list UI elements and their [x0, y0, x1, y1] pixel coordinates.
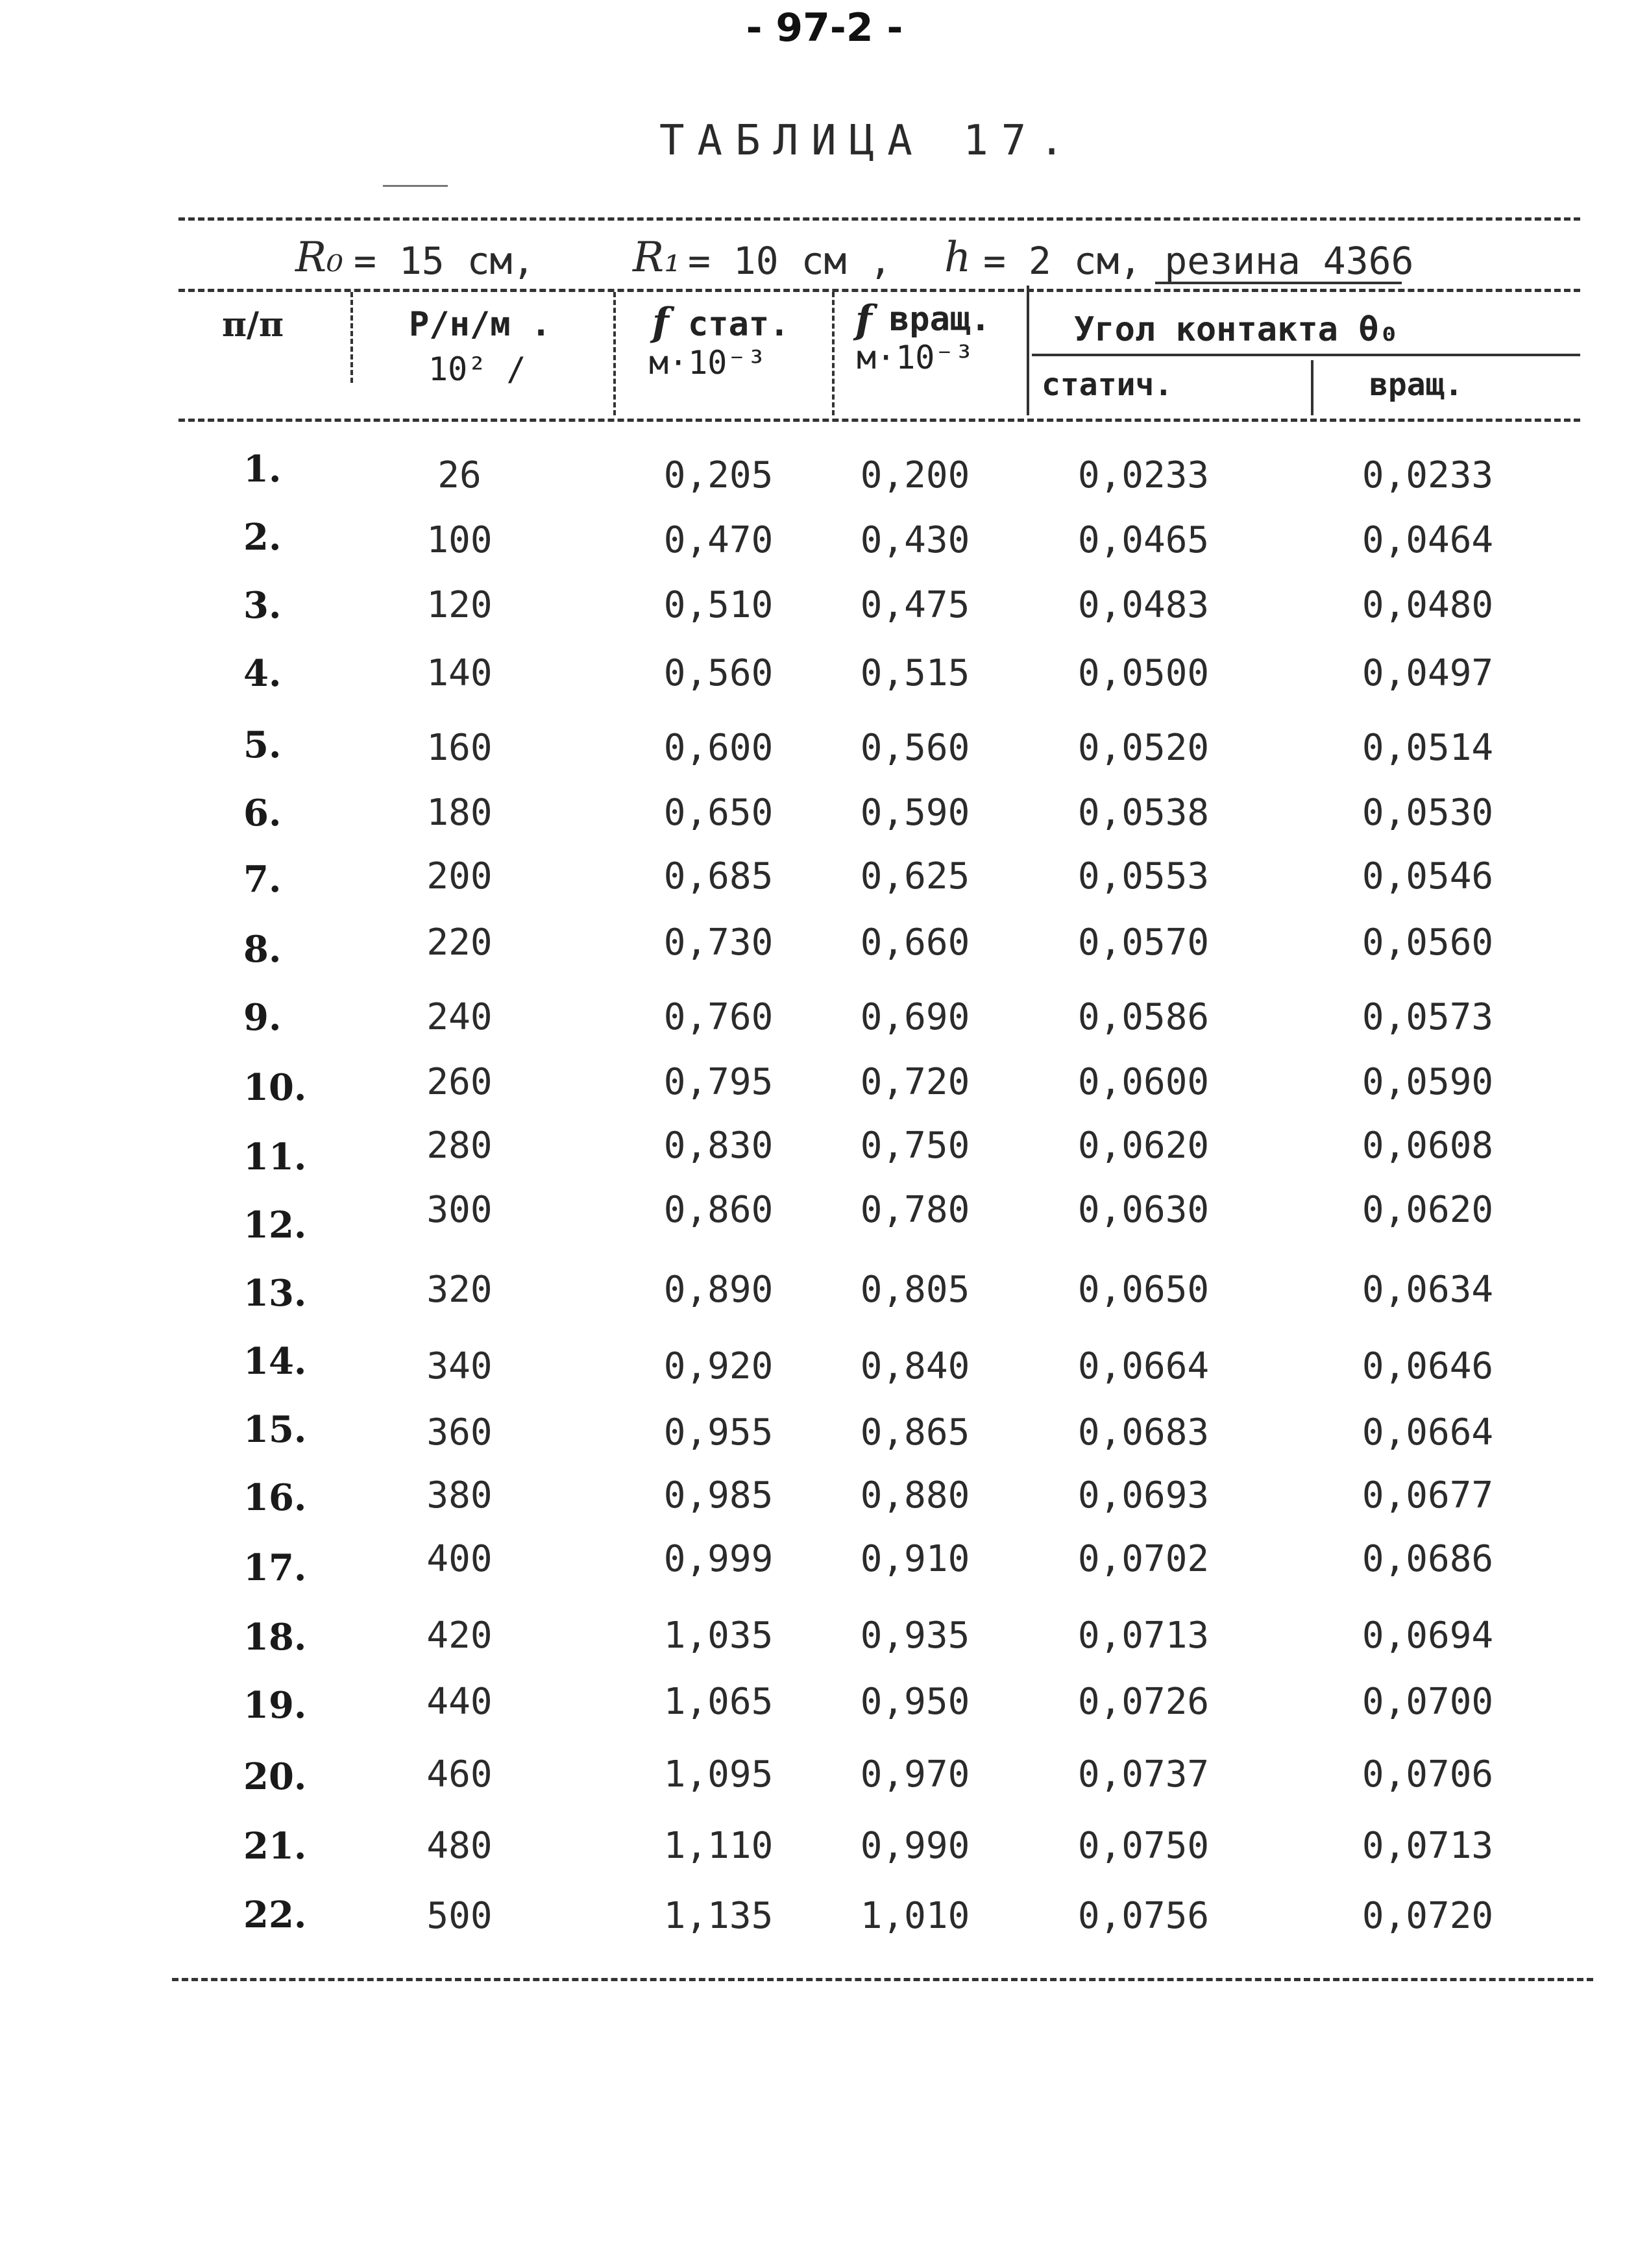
cell-p: 240 [426, 996, 493, 1038]
row-number: 7. [243, 858, 282, 901]
cell-as: 0,0553 [1077, 855, 1210, 897]
table-bottom-rule [172, 1978, 1593, 1981]
h-symbol: h [944, 234, 971, 282]
cell-fs: 0,510 [663, 584, 774, 626]
header-p-line2: 10² / [428, 350, 526, 388]
cell-fs: 1,110 [663, 1825, 774, 1867]
cell-as: 0,0726 [1077, 1681, 1210, 1723]
cell-ar: 0,0646 [1362, 1345, 1494, 1387]
row-number: 6. [243, 792, 282, 835]
cell-p: 320 [426, 1269, 493, 1311]
cell-fr: 0,840 [860, 1345, 970, 1387]
cell-p: 200 [426, 855, 493, 897]
cell-as: 0,0664 [1077, 1345, 1210, 1387]
cell-fr: 0,660 [860, 921, 970, 964]
cell-fr: 0,910 [860, 1538, 970, 1580]
cell-fs: 0,999 [663, 1538, 774, 1580]
header-angle-rot: вращ. [1369, 367, 1463, 403]
header-angle-static: статич. [1042, 367, 1173, 403]
cell-ar: 0,0233 [1362, 454, 1494, 496]
angle-subheader-rule [1032, 354, 1580, 356]
page-number: - 97-2 - [746, 5, 903, 51]
row-number: 13. [243, 1272, 307, 1315]
row-number: 12. [243, 1204, 307, 1247]
cell-p: 440 [426, 1681, 493, 1723]
cell-fs: 0,955 [663, 1411, 774, 1454]
cell-fr: 1,010 [860, 1895, 970, 1937]
row-number: 2. [243, 516, 282, 559]
cell-fs: 0,730 [663, 921, 774, 964]
cell-fs: 0,985 [663, 1474, 774, 1517]
cell-p: 100 [426, 519, 493, 561]
cell-p: 120 [426, 584, 493, 626]
cell-ar: 0,0590 [1362, 1061, 1494, 1103]
cell-fs: 0,685 [663, 855, 774, 897]
table-top-rule [178, 217, 1580, 221]
row-number: 20. [243, 1755, 307, 1798]
r1-value: = 10 см , [688, 239, 892, 283]
cell-fs: 0,890 [663, 1269, 774, 1311]
cell-p: 400 [426, 1538, 493, 1580]
row-number: 11. [243, 1136, 307, 1178]
cell-as: 0,0630 [1077, 1189, 1210, 1231]
cell-fs: 1,095 [663, 1753, 774, 1796]
cell-p: 380 [426, 1474, 493, 1517]
cell-fr: 0,475 [860, 584, 970, 626]
cell-fr: 0,935 [860, 1615, 970, 1657]
cell-p: 500 [426, 1895, 493, 1937]
cell-fr: 0,590 [860, 792, 970, 834]
cell-as: 0,0538 [1077, 792, 1210, 834]
r1-symbol: R₁ [633, 234, 681, 282]
cell-p: 26 [437, 454, 482, 496]
cell-fr: 0,950 [860, 1681, 970, 1723]
cell-fr: 0,690 [860, 996, 970, 1038]
cell-ar: 0,0480 [1362, 584, 1494, 626]
row-number: 9. [243, 996, 282, 1039]
cell-ar: 0,0706 [1362, 1753, 1494, 1796]
cell-p: 480 [426, 1825, 493, 1867]
cell-ar: 0,0686 [1362, 1538, 1494, 1580]
row-number: 4. [243, 652, 282, 695]
stray-mark [383, 185, 448, 187]
cell-fs: 0,760 [663, 996, 774, 1038]
cell-p: 140 [426, 652, 493, 694]
row-number: 1. [243, 448, 282, 491]
cell-ar: 0,0677 [1362, 1474, 1494, 1517]
cell-p: 160 [426, 727, 493, 769]
cell-fs: 1,135 [663, 1895, 774, 1937]
cell-fs: 0,205 [663, 454, 774, 496]
cell-p: 220 [426, 921, 493, 964]
row-number: 8. [243, 928, 282, 971]
cell-as: 0,0570 [1077, 921, 1210, 964]
header-fstat-symbol: f [652, 300, 669, 345]
cell-fr: 0,720 [860, 1061, 970, 1103]
cell-ar: 0,0620 [1362, 1189, 1494, 1231]
cell-ar: 0,0530 [1362, 792, 1494, 834]
cell-ar: 0,0634 [1362, 1269, 1494, 1311]
header-fstat-line2: м·10⁻³ [649, 344, 766, 382]
cell-as: 0,0500 [1077, 652, 1210, 694]
cell-fs: 0,860 [663, 1189, 774, 1231]
cell-as: 0,0737 [1077, 1753, 1210, 1796]
row-number: 17. [243, 1546, 307, 1589]
header-num: п/п [222, 305, 284, 345]
cell-p: 300 [426, 1189, 493, 1231]
cell-fr: 0,880 [860, 1474, 970, 1517]
header-bottom-rule [178, 419, 1580, 422]
cell-as: 0,0756 [1077, 1895, 1210, 1937]
cell-fs: 0,600 [663, 727, 774, 769]
cell-fs: 1,035 [663, 1615, 774, 1657]
cell-fs: 0,920 [663, 1345, 774, 1387]
row-number: 19. [243, 1684, 307, 1727]
cell-fr: 0,515 [860, 652, 970, 694]
header-p-line1: Р/н/м . [409, 305, 552, 344]
row-number: 18. [243, 1616, 307, 1659]
cell-fr: 0,805 [860, 1269, 970, 1311]
row-number: 10. [243, 1066, 307, 1109]
cell-ar: 0,0720 [1362, 1895, 1494, 1937]
cell-fr: 0,560 [860, 727, 970, 769]
underline-rubber [1155, 282, 1402, 284]
cell-fr: 0,780 [860, 1189, 970, 1231]
row-number: 21. [243, 1825, 307, 1868]
cell-ar: 0,0713 [1362, 1825, 1494, 1867]
r0-symbol: R₀ [295, 234, 343, 282]
h-value: = 2 см, резина 4366 [983, 239, 1414, 283]
cell-fs: 0,795 [663, 1061, 774, 1103]
cell-as: 0,0650 [1077, 1269, 1210, 1311]
cell-fs: 0,470 [663, 519, 774, 561]
cell-fr: 0,625 [860, 855, 970, 897]
cell-p: 420 [426, 1615, 493, 1657]
cell-fs: 0,650 [663, 792, 774, 834]
cell-as: 0,0483 [1077, 584, 1210, 626]
header-fstat-line1: стат. [688, 305, 790, 344]
cell-ar: 0,0560 [1362, 921, 1494, 964]
cell-fr: 0,430 [860, 519, 970, 561]
cell-p: 260 [426, 1061, 493, 1103]
table-title: ТАБЛИЦА 17. [659, 117, 1077, 165]
params-bottom-rule [178, 289, 1580, 292]
cell-as: 0,0620 [1077, 1125, 1210, 1167]
header-frot-line2: м·10⁻³ [857, 339, 974, 376]
header-divider [1027, 286, 1029, 415]
cell-as: 0,0233 [1077, 454, 1210, 496]
header-divider [613, 292, 616, 415]
cell-as: 0,0702 [1077, 1538, 1210, 1580]
cell-fr: 0,865 [860, 1411, 970, 1454]
cell-fr: 0,200 [860, 454, 970, 496]
header-divider [1311, 360, 1313, 415]
cell-fs: 0,830 [663, 1125, 774, 1167]
cell-as: 0,0750 [1077, 1825, 1210, 1867]
cell-p: 280 [426, 1125, 493, 1167]
cell-ar: 0,0464 [1362, 519, 1494, 561]
cell-fr: 0,990 [860, 1825, 970, 1867]
cell-ar: 0,0608 [1362, 1125, 1494, 1167]
cell-fs: 1,065 [663, 1681, 774, 1723]
cell-p: 460 [426, 1753, 493, 1796]
cell-fr: 0,970 [860, 1753, 970, 1796]
cell-as: 0,0586 [1077, 996, 1210, 1038]
cell-as: 0,0713 [1077, 1615, 1210, 1657]
cell-as: 0,0693 [1077, 1474, 1210, 1517]
cell-ar: 0,0700 [1362, 1681, 1494, 1723]
cell-ar: 0,0664 [1362, 1411, 1494, 1454]
cell-ar: 0,0573 [1362, 996, 1494, 1038]
cell-p: 360 [426, 1411, 493, 1454]
cell-fs: 0,560 [663, 652, 774, 694]
cell-as: 0,0683 [1077, 1411, 1210, 1454]
cell-as: 0,0520 [1077, 727, 1210, 769]
header-frot-symbol: f [855, 297, 872, 343]
cell-p: 180 [426, 792, 493, 834]
row-number: 15. [243, 1408, 307, 1451]
cell-p: 340 [426, 1345, 493, 1387]
row-number: 14. [243, 1340, 307, 1383]
header-frot-line1: вращ. [889, 300, 991, 339]
cell-ar: 0,0694 [1362, 1615, 1494, 1657]
row-number: 3. [243, 584, 282, 627]
cell-ar: 0,0497 [1362, 652, 1494, 694]
row-number: 5. [243, 724, 282, 766]
cell-as: 0,0600 [1077, 1061, 1210, 1103]
r0-value: = 15 см, [354, 239, 535, 283]
row-number: 16. [243, 1476, 307, 1519]
row-number: 22. [243, 1894, 307, 1936]
cell-ar: 0,0546 [1362, 855, 1494, 897]
cell-ar: 0,0514 [1362, 727, 1494, 769]
header-divider [350, 292, 353, 383]
header-angle: Угол контакта θ₀ [1074, 310, 1399, 349]
cell-as: 0,0465 [1077, 519, 1210, 561]
cell-fr: 0,750 [860, 1125, 970, 1167]
header-divider [832, 292, 835, 415]
